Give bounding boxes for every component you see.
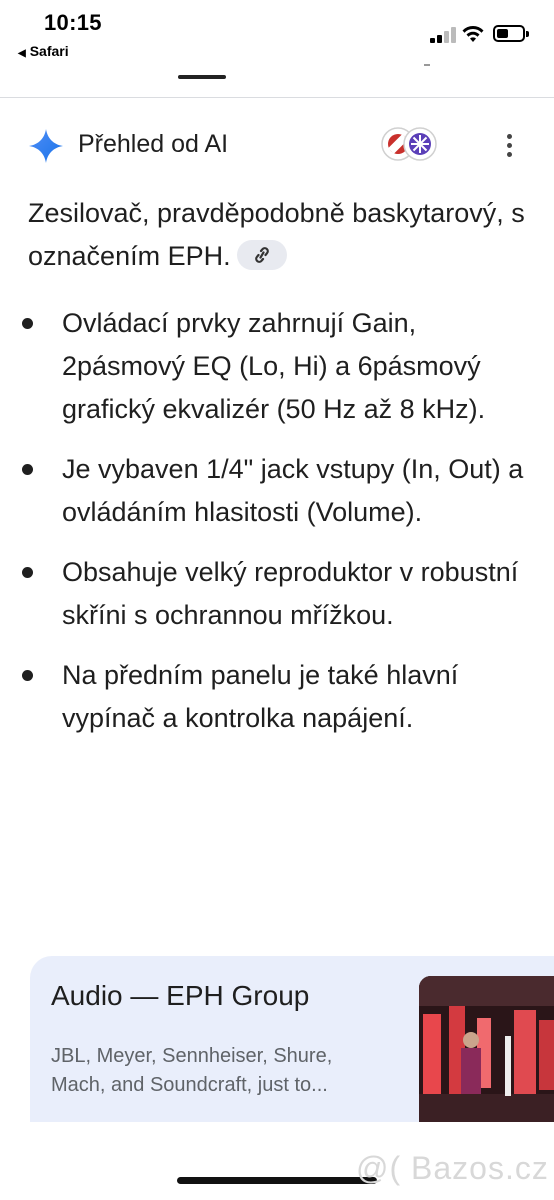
status-time: 10:15 xyxy=(44,10,102,35)
bullet-dot-icon xyxy=(22,464,33,475)
bullet-dot-icon xyxy=(22,318,33,329)
wifi-icon xyxy=(461,24,485,44)
status-bar xyxy=(0,0,554,70)
bullet-dot-icon xyxy=(22,670,33,681)
list-item: Na předním panelu je také hlavní vypínač a kontrolka napájení. xyxy=(20,654,540,740)
ai-overview-title: Přehled od AI xyxy=(78,130,229,158)
watermark: @( Bazos.cz xyxy=(356,1150,549,1186)
ai-overview-header xyxy=(28,124,528,168)
source-card-thumbnail[interactable] xyxy=(419,976,554,1122)
back-label: Safari xyxy=(29,43,69,59)
back-to-safari-button[interactable] xyxy=(18,43,69,59)
more-options-icon[interactable] xyxy=(500,132,520,160)
battery-icon xyxy=(493,25,525,42)
header-divider xyxy=(0,97,554,98)
home-indicator[interactable] xyxy=(177,1177,377,1184)
bullet-dot-icon xyxy=(22,567,33,578)
cellular-signal-icon xyxy=(430,27,456,43)
tab-indicator xyxy=(178,75,226,79)
list-item: Je vybaven 1/4" jack vstupy (In, Out) a ovládáním hlasitosti (Volume). xyxy=(20,448,540,534)
list-item: Ovládací prvky zahrnují Gain, 2pásmový EQ (Lo, Hi) a 6pásmový grafický ekvalizér (50 Hz až 8 kHz). xyxy=(20,302,540,431)
summary-text: Zesilovač, pravděpodobně baskytarový, s označením EPH. xyxy=(28,198,525,271)
source-favicons[interactable] xyxy=(378,124,442,164)
ai-bullet-list xyxy=(20,302,540,757)
source-card-title[interactable]: Audio — EPH Group xyxy=(51,980,310,1011)
source-card-snippet: JBL, Meyer, Sennheiser, Shure, Mach, and Soundcraft, just to... xyxy=(51,1045,333,1096)
gemini-sparkle-icon xyxy=(28,128,64,164)
back-triangle-icon: ◀ xyxy=(18,48,26,59)
source-card[interactable] xyxy=(30,956,554,1122)
link-icon xyxy=(252,246,272,264)
tab-indicator-faint xyxy=(424,64,430,66)
ai-summary-text xyxy=(28,192,528,278)
list-item: Obsahuje velký reproduktor v robustní skříni s ochrannou mřížkou. xyxy=(20,551,540,637)
source-link-chip[interactable] xyxy=(237,240,287,270)
